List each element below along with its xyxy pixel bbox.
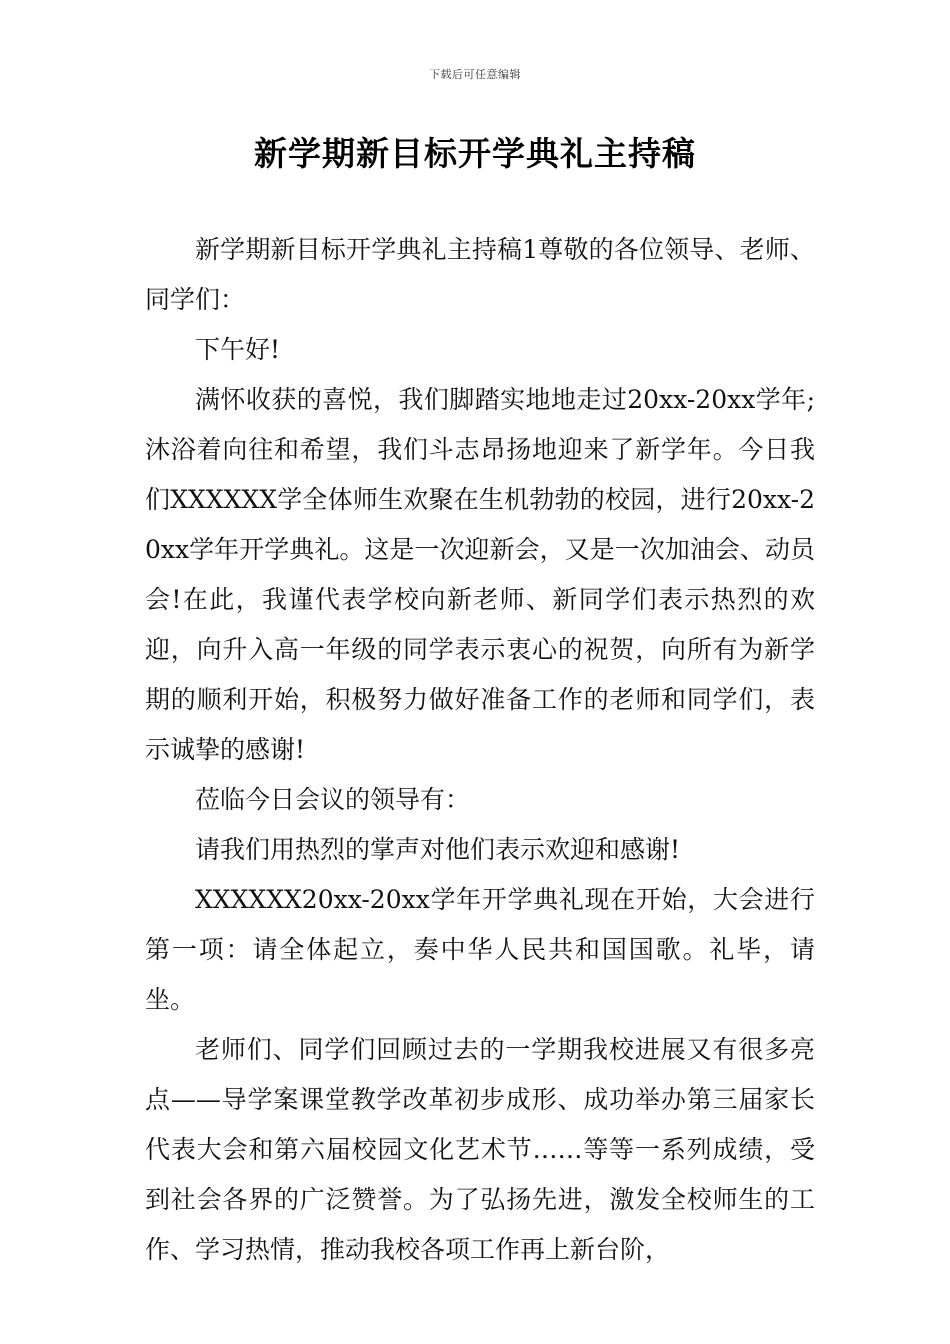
document-body bbox=[145, 225, 815, 1275]
paragraph-review-achievements: 老师们、同学们回顾过去的一学期我校进展又有很多亮点——导学案课堂教学改革初步成形、成功举办第三届家长代表大会和第六届校园文化艺术节……等等一系列成绩，受到社会各界的广泛赞誉。为了弘扬先进，激发全校师生的工作、学习热情，推动我校各项工作再上新台阶， bbox=[145, 1035, 815, 1264]
paragraph-opening-remarks: 满怀收获的喜悦，我们脚踏实地地走过20xx-20xx学年;沐浴着向往和希望，我们斗志昂扬地迎来了新学年。今日我们XXXXXX学全体师生欢聚在生机勃勃的校园，进行20xx-20xx学年开学典礼。这是一次迎新会，又是一次加油会、动员会!在此，我谨代表学校向新老师、新同学们表示热烈的欢迎，向升入高一年级的同学表示衷心的祝贺，向所有为新学期的顺利开始，积极努力做好准备工作的老师和同学们，表示诚挚的感谢! bbox=[145, 385, 815, 764]
paragraph-applause: 请我们用热烈的掌声对他们表示欢迎和感谢! bbox=[195, 835, 681, 864]
header-note: 下载后可任意编辑 bbox=[429, 68, 521, 81]
paragraph-ceremony-start: XXXXXX20xx-20xx学年开学典礼现在开始，大会进行第一项：请全体起立，奏中华人民共和国国歌。礼毕，请坐。 bbox=[145, 885, 815, 1014]
paragraph-greeting-salutation: 新学期新目标开学典礼主持稿1尊敬的各位领导、老师、同学们： bbox=[145, 235, 815, 314]
paragraph-good-afternoon: 下午好! bbox=[195, 335, 281, 364]
paragraph-leaders-present: 莅临今日会议的领导有： bbox=[195, 785, 471, 814]
document-title: 新学期新目标开学典礼主持稿 bbox=[254, 134, 696, 173]
